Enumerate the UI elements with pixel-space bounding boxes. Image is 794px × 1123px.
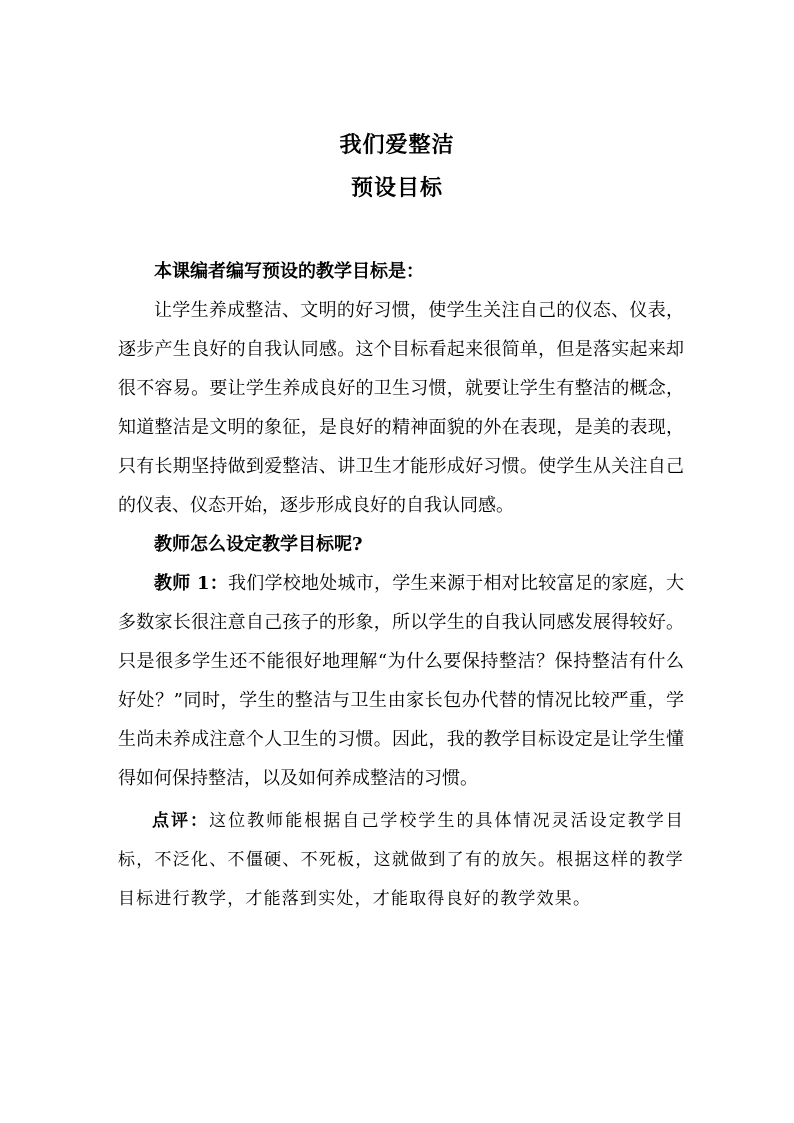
document-subtitle: 预设目标	[350, 175, 443, 201]
teacher-text: 我们学校地处城市，学生来源于相对比较富足的家庭，大多数家长很注意自己孩子的形象，所以学生的自我认同感发展得较好。只是很多学生还不能很好地理解“为什么要保持整洁？保持整洁有什么好处？”同时，学生的整洁与卫生由家长包办代替的情况比较严重，学生尚未养成注意个人卫生的习惯。因此，我的教学目标设定是让学生懂得如何保持整洁，以及如何养成整洁的习惯。	[118, 573, 685, 789]
comment-label: 点评：	[152, 811, 210, 831]
teacher-label: 教师 1：	[154, 573, 229, 594]
section-heading-preset-goals: 本课编者编写预设的教学目标是：	[154, 261, 424, 282]
paragraph-teacher-1	[118, 564, 684, 798]
comment-text: 这位教师能根据自己学校学生的具体情况灵活设定教学目标，不泛化、不僵硬、不死板，这就做到了有的放矢。根据这样的教学目标进行教学，才能落到实处，才能取得良好的教学效果。	[118, 811, 684, 909]
document-body	[118, 252, 684, 919]
paragraph-comment	[118, 802, 684, 919]
section-heading-teacher-question: 教师怎么设定教学目标呢?	[154, 534, 363, 555]
paragraph-preset-goals: 让学生养成整洁、文明的好习惯，使学生关注自己的仪态、仪表，逐步产生良好的自我认同感。这个目标看起来很简单，但是落实起来却很不容易。要让学生养成良好的卫生习惯，就要让学生有整洁的概念，知道整洁是文明的象征，是良好的精神面貌的外在表现，是美的表现，只有长期坚持做到爱整洁、讲卫生才能形成好习惯。使学生从关注自己的仪表、仪态开始，逐步形成良好的自我认同感。	[118, 300, 684, 516]
document-title: 我们爱整洁	[339, 132, 455, 158]
